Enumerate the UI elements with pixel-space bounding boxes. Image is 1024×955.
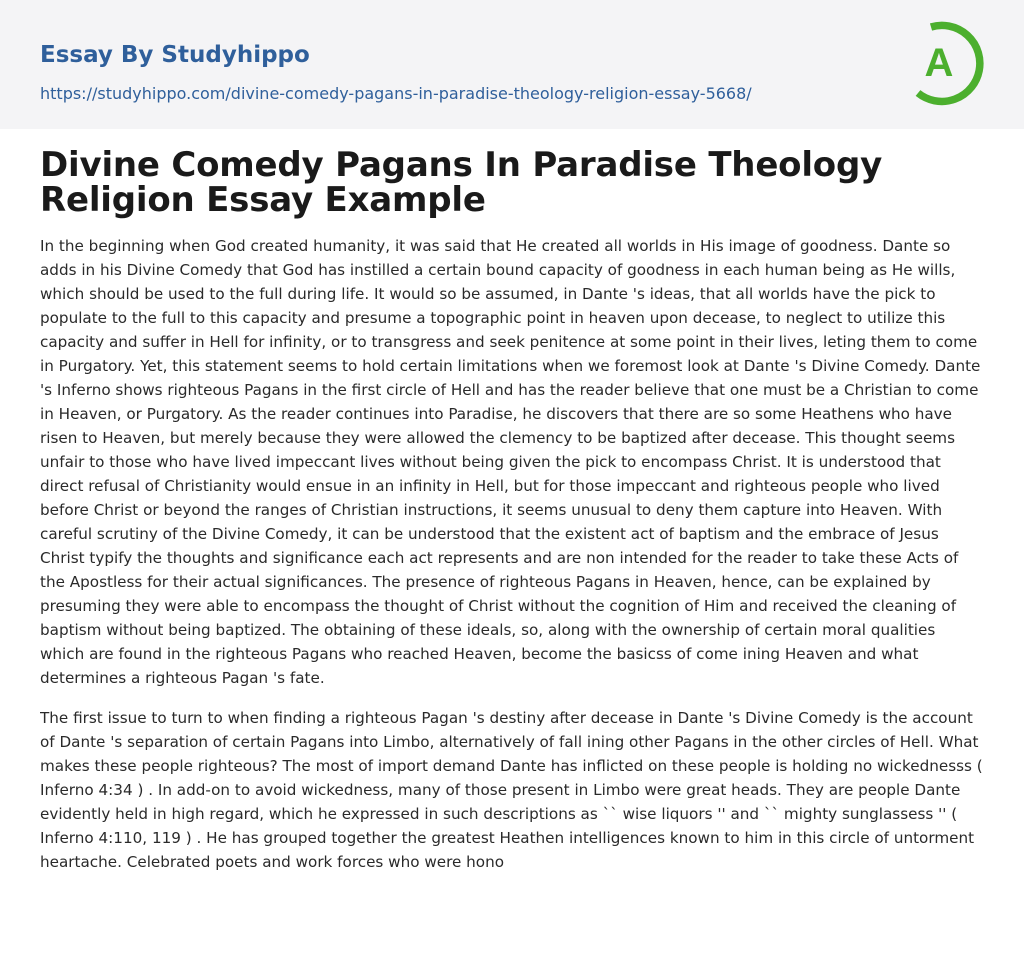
essay-body: [40, 234, 984, 904]
logo-letter: A: [924, 41, 954, 85]
essay-paragraph-1: In the beginning when God created humanity, it was said that He created all worlds in His image of goodness. Dante so adds in his Divine Comedy that God has instilled a certain bound capacity of goodness in each human being as He wills, which should be used to the full during life. It would so be assumed, in Dante 's ideas, that all worlds have the pick to populate to the full to this capacity and presume a topographic point in heaven upon decease, to neglect to utilize this capacity and suffer in Hell for infinity, or to transgress and seek penitence at some point in their lives, leting them to come in Purgatory. Yet, this statement seems to hold certain limitations when we foremost look at Dante 's Divine Comedy. Dante 's Inferno shows righteous Pagans in the first circle of Hell and has the reader believe that one must be a Christian to come in Heaven, or Purgatory. As the reader continues into Paradise, he discovers that there are so some Heathens who have risen to Heaven, but merely because they were allowed the clemency to be baptized after decease. This thought seems unfair to those who have lived impeccant lives without being given the pick to encompass Christ. It is understood that direct refusal of Christianity would ensue in an infinity in Hell, but for those impeccant and righteous people who lived before Christ or beyond the ranges of Christian instructions, it seems unusual to deny them capture into Heaven. With careful scrutiny of the Divine Comedy, it can be understood that the existent act of baptism and the embrace of Jesus Christ typify the thoughts and significance each act represents and are non intended for the reader to take these Acts of the Apostless for their actual significances. The presence of righteous Pagans in Heaven, hence, can be explained by presuming they were able to encompass the thought of Christ without the cognition of Him and received the cleaning of baptism without being baptized. The obtaining of these ideals, so, along with the ownership of certain moral qualities which are found in the righteous Pagans who reached Heaven, become the basicss of come ining Heaven and what determines a righteous Pagan 's fate.: [40, 237, 981, 687]
circle-letter-a-logo-icon[interactable]: [911, 18, 987, 106]
essay-url-link[interactable]: https://studyhippo.com/divine-comedy-pagans-in-paradise-theology-religion-essay-5668/: [40, 84, 752, 103]
site-header: [0, 0, 1024, 129]
essay-title: Divine Comedy Pagans In Paradise Theology Religion Essay Example: [40, 145, 883, 220]
essay-paragraph-2: The first issue to turn to when finding a righteous Pagan 's destiny after decease in Dante 's Divine Comedy is the account of Dante 's separation of certain Pagans into Limbo, alternatively of fall ining other Pagans in the other circles of Hell. What makes these people righteous? The most of import demand Dante has inflicted on these people is holding no wickednesss ( Inferno 4:34 ) . In add-on to avoid wickedness, many of those present in Limbo were great heads. They are people Dante evidently held in high regard, which he expressed in such descriptions as `` wise liquors '' and `` mighty sunglassess '' ( Inferno 4:110, 119 ) . He has grouped together the greatest Heathen intelligences known to him in this circle of untorment heartache. Celebrated poets and work forces who were hono: [40, 709, 983, 871]
site-brand[interactable]: Essay By Studyhippo: [40, 42, 310, 68]
